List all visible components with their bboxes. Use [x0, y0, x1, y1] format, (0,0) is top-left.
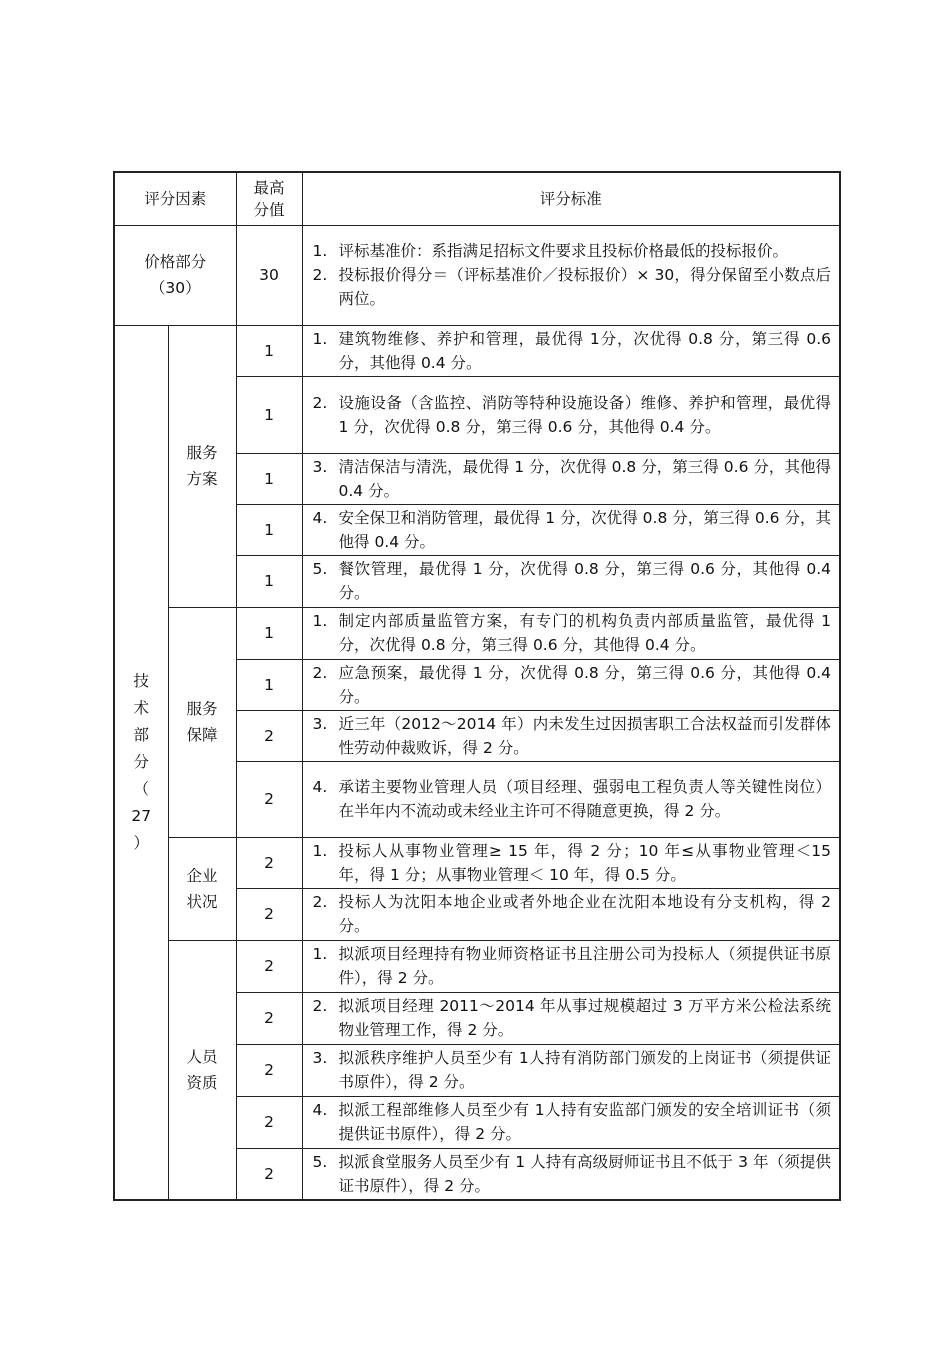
price-score: 30 — [236, 225, 302, 325]
item-text: 承诺主要物业管理人员（项目经理、强弱电工程负责人等关键性岗位）在半年内不流动或未经业主许可不得随意更换，得 2 分。 — [338, 778, 831, 820]
row-score: 2 — [236, 992, 302, 1044]
row-criteria — [302, 659, 840, 710]
item-text: 清洁保洁与清洗，最优得 1 分，次优得 0.8 分，第三得 0.6 分，其他得 0.4 分。 — [338, 457, 831, 500]
technical-label-char: 分 — [133, 752, 149, 771]
row-score: 1 — [236, 555, 302, 607]
criteria-item — [313, 391, 831, 439]
row-score: 1 — [236, 325, 302, 376]
criteria-item — [313, 661, 831, 709]
technical-label-text — [131, 668, 151, 857]
item-number: 5. — [312, 560, 328, 578]
criteria-item — [313, 712, 831, 760]
item-number: 4. — [312, 508, 328, 527]
row-score: 1 — [236, 607, 302, 659]
row-score: 1 — [236, 453, 302, 504]
item-number: 3. — [312, 714, 328, 733]
criteria-item — [313, 775, 831, 823]
item-number: 4. — [312, 1101, 328, 1119]
item-text: 投标人为沈阳本地企业或者外地企业在沈阳本地设有分支机构，得 2 分。 — [338, 893, 831, 935]
group-name: 服务 方案 — [168, 325, 236, 607]
item-text: 设施设备（含监控、消防等特种设施设备）维修、养护和管理，最优得 1 分，次优得 0.8 分，第三得 0.6 分，其他得 0.4 分。 — [338, 393, 831, 436]
row-criteria — [302, 555, 840, 607]
item-text: 拟派工程部维修人员至少有 1人持有安监部门颁发的安全培训证书（须提供证书原件），得 2 分。 — [338, 1101, 831, 1143]
item-number: 2. — [312, 393, 328, 412]
item-text: 评标基准价：系指满足招标文件要求且投标价格最低的投标报价。 — [338, 242, 789, 260]
row-score: 1 — [236, 659, 302, 710]
item-text: 制定内部质量监管方案，有专门的机构负责内部质量监管，最优得 1 分，次优得 0.8 分，第三得 0.6 分，其他得 0.4 分。 — [338, 612, 831, 654]
technical-label-char: 技 — [133, 671, 149, 690]
criteria-item — [313, 1098, 831, 1146]
item-number: 3. — [312, 1049, 328, 1067]
criteria-item — [313, 609, 831, 657]
item-text: 拟派项目经理持有物业师资格证书且注册公司为投标人（须提供证书原件），得 2 分。 — [338, 945, 831, 987]
item-number: 1. — [312, 841, 328, 860]
row-score: 2 — [236, 710, 302, 761]
item-text: 应急预案，最优得 1 分，次优得 0.8 分，第三得 0.6 分，其他得 0.4 分。 — [338, 663, 831, 706]
row-criteria — [302, 888, 840, 940]
row-criteria — [302, 453, 840, 504]
row-criteria — [302, 1096, 840, 1148]
price-row — [114, 225, 840, 325]
criteria-item — [313, 1150, 831, 1198]
item-text: 拟派秩序维护人员至少有 1人持有消防部门颁发的上岗证书（须提供证书原件），得 2 分。 — [338, 1049, 831, 1091]
price-item — [313, 239, 831, 263]
row-criteria — [302, 837, 840, 888]
row-criteria — [302, 325, 840, 376]
row-score: 2 — [236, 761, 302, 837]
criteria-item — [313, 994, 831, 1042]
criteria-item — [313, 942, 831, 990]
group-name: 人员 资质 — [168, 940, 236, 1200]
technical-row — [114, 837, 840, 888]
row-criteria — [302, 607, 840, 659]
row-criteria — [302, 940, 840, 992]
item-text: 安全保卫和消防管理，最优得 1 分，次优得 0.8 分，第三得 0.6 分，其他得 0.4 分。 — [338, 508, 831, 551]
item-text: 拟派食堂服务人员至少有 1 人持有高级厨师证书且不低于 3 年（须提供证书原件），得 2 分。 — [338, 1152, 831, 1195]
row-score: 2 — [236, 837, 302, 888]
scoring-table-body — [114, 172, 840, 1200]
item-number: 3. — [312, 457, 328, 476]
header-factor: 评分因素 — [114, 172, 236, 225]
item-number: 1. — [312, 612, 328, 630]
technical-label-char: ） — [133, 833, 149, 852]
item-number: 1. — [312, 242, 328, 260]
row-criteria — [302, 376, 840, 453]
technical-row — [114, 607, 840, 659]
criteria-item — [313, 1046, 831, 1094]
group-name: 服务 保障 — [168, 607, 236, 837]
header-max-score: 最高 分值 — [236, 172, 302, 225]
group-name: 企业 状况 — [168, 837, 236, 940]
row-criteria — [302, 710, 840, 761]
row-score: 1 — [236, 376, 302, 453]
criteria-item — [313, 890, 831, 938]
row-score: 2 — [236, 940, 302, 992]
row-score: 2 — [236, 888, 302, 940]
technical-label-char: （ — [133, 779, 149, 798]
technical-label — [114, 325, 168, 1200]
item-number: 2. — [312, 893, 328, 911]
item-text: 拟派项目经理 2011～2014 年从事过规模超过 3 万平方米公检法系统物业管理工作，得 2 分。 — [338, 997, 831, 1039]
item-text: 餐饮管理，最优得 1 分，次优得 0.8 分，第三得 0.6 分，其他得 0.4 分。 — [338, 560, 831, 602]
row-criteria — [302, 992, 840, 1044]
criteria-item — [313, 327, 831, 375]
price-label: 价格部分 （30） — [114, 225, 236, 325]
criteria-item — [313, 455, 831, 503]
row-score: 2 — [236, 1096, 302, 1148]
criteria-item — [313, 557, 831, 605]
item-number: 5. — [312, 1152, 328, 1171]
item-number: 4. — [312, 778, 328, 796]
technical-label-char: 27 — [131, 806, 152, 825]
row-score: 1 — [236, 504, 302, 555]
item-text: 投标人从事物业管理≥ 15 年，得 2 分；10 年≤从事物业管理＜15 年，得 1 分；从事物业管理＜ 10 年，得 0.5 分。 — [338, 841, 831, 884]
criteria-item — [313, 839, 831, 887]
technical-label-char: 部 — [133, 725, 149, 744]
item-number: 2. — [312, 663, 328, 682]
row-score: 2 — [236, 1148, 302, 1200]
row-criteria — [302, 504, 840, 555]
price-item — [313, 263, 831, 311]
row-criteria — [302, 1148, 840, 1200]
item-number: 1. — [312, 329, 328, 348]
row-criteria — [302, 1044, 840, 1096]
scoring-table — [113, 171, 841, 1201]
technical-row — [114, 940, 840, 992]
row-criteria — [302, 761, 840, 837]
technical-label-char: 术 — [133, 698, 149, 717]
technical-row — [114, 325, 840, 376]
item-number: 2. — [312, 266, 328, 284]
item-text: 近三年（2012～2014 年）内未发生过因损害职工合法权益而引发群体性劳动仲裁败诉，得 2 分。 — [338, 714, 831, 757]
item-number: 1. — [312, 945, 328, 963]
item-text: 投标报价得分＝（评标基准价／投标报价）× 30，得分保留至小数点后两位。 — [338, 266, 831, 308]
price-criteria — [302, 225, 840, 325]
criteria-item — [313, 506, 831, 554]
header-criteria: 评分标准 — [302, 172, 840, 225]
row-score: 2 — [236, 1044, 302, 1096]
header-row — [114, 172, 840, 225]
item-text: 建筑物维修、养护和管理，最优得 1分，次优得 0.8 分，第三得 0.6 分，其他得 0.4 分。 — [338, 329, 831, 372]
item-number: 2. — [312, 997, 328, 1015]
